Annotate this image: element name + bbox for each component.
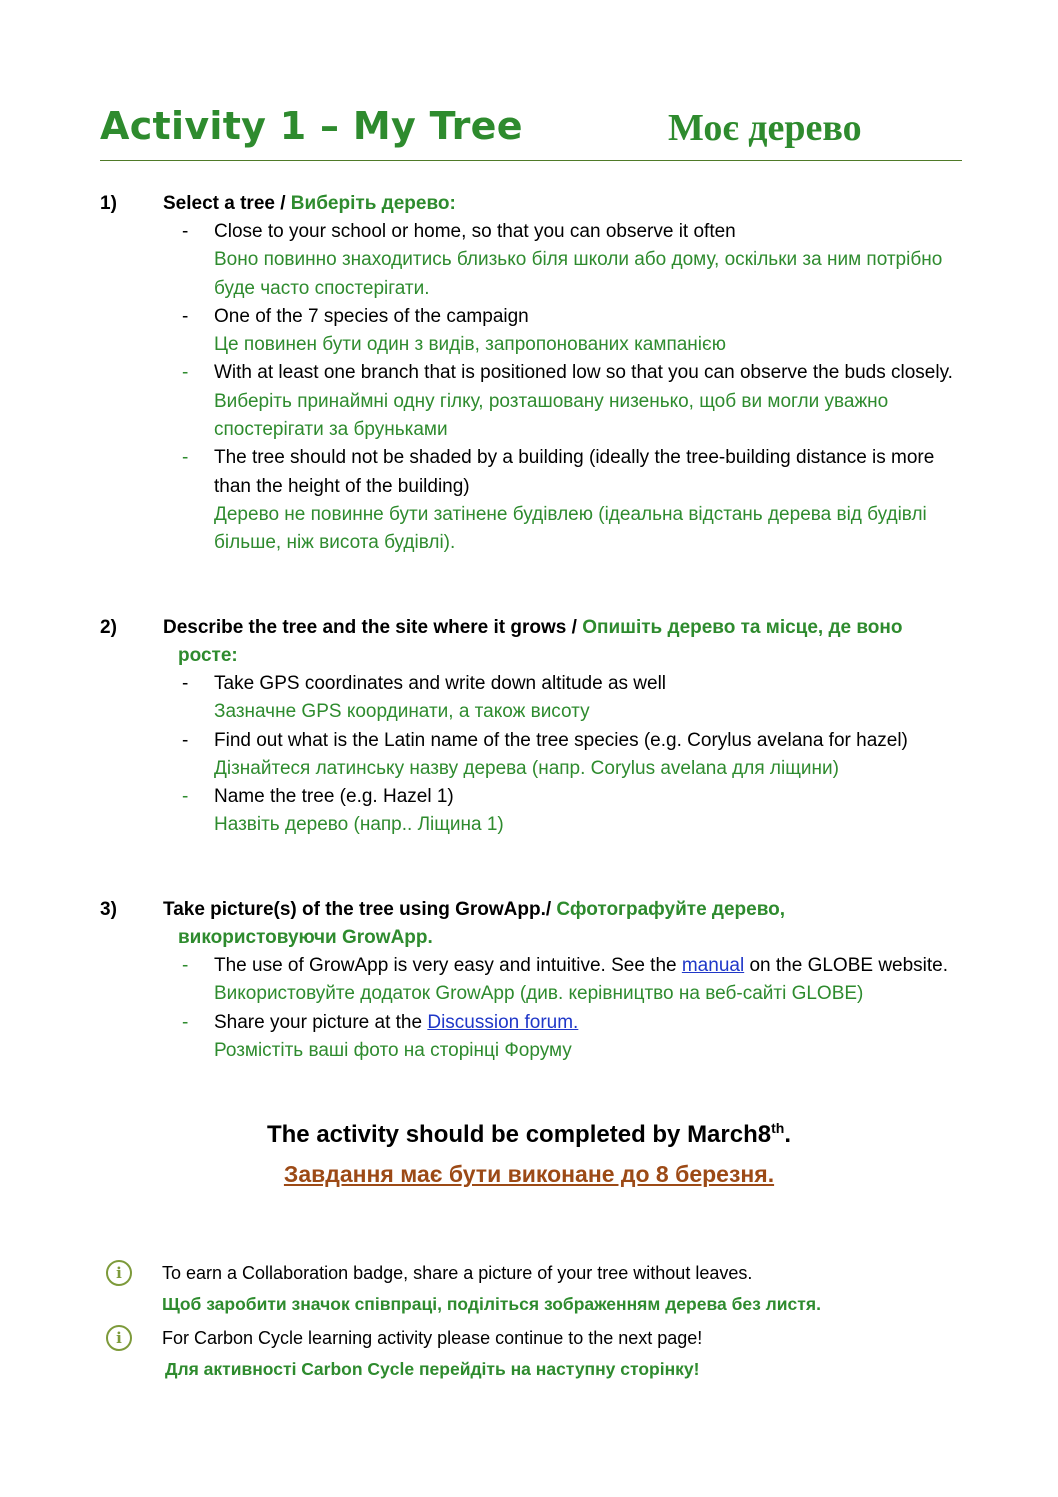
section-number: 2) xyxy=(100,617,117,638)
item-list xyxy=(182,952,962,1065)
item-text-uk: Воно повинно знаходитись близько біля школи або дому, оскільки за ним потрібно буде часто спостерігати. xyxy=(214,249,943,299)
item-text-uk: Дерево не повинне бути затінене будівлею (ідеальна відстань дерева від будівлі більше, ніж висота будівлі). xyxy=(214,503,927,554)
note-text-uk: Для активності Carbon Cycle перейдіть на наступну сторінку! xyxy=(165,1359,700,1379)
info-icon: i xyxy=(106,1325,132,1351)
section-heading-en: Take picture(s) of the tree using GrowApp./ xyxy=(163,899,557,920)
list-item xyxy=(182,1009,962,1066)
note-text-uk: Щоб заробити значок співпраці, поділіться зображенням дерева без листя. xyxy=(162,1294,821,1314)
item-text-en: Close to your school or home, so that you can observe it often xyxy=(214,221,736,242)
section-heading-en: Describe the tree and the site where it grows / xyxy=(163,617,583,638)
item-text-uk: Назвіть дерево (напр.. Ліщина 1) xyxy=(214,814,504,836)
deadline-en-text: The activity should be completed by March8 xyxy=(266,1121,772,1148)
item-text-en: Name the tree (e.g. Hazel 1) xyxy=(214,786,454,808)
deadline-en-superscript: th xyxy=(771,1120,785,1136)
page-title-ukrainian: Моє дерево xyxy=(668,107,862,149)
item-text-uk: Розмістіть ваші фото на сторінці Форуму xyxy=(214,1039,572,1061)
dash-bullet: - xyxy=(182,673,189,694)
dash-bullet: - xyxy=(182,447,189,469)
item-list xyxy=(182,670,962,840)
item-text-uk: Дізнайтеся латинську назву дерева (напр. Corylus avelana для ліщини) xyxy=(214,757,839,779)
dash-bullet: - xyxy=(182,955,189,976)
section-heading-en: Select a tree / xyxy=(163,193,291,214)
section-heading xyxy=(163,896,963,953)
list-item xyxy=(182,444,962,557)
page-title: Activity 1 – My Tree xyxy=(100,104,523,148)
list-item xyxy=(182,952,962,1009)
item-text-uk: Зазначне GPS координати, а також висоту xyxy=(214,701,590,723)
section-heading-uk: Сфотографуйте дерево, xyxy=(556,899,786,920)
manual-link[interactable]: manual xyxy=(681,955,745,976)
item-text-en-start: Share your picture at the xyxy=(214,1011,428,1033)
item-text-en: Find out what is the Latin name of the tree species (e.g. Corylus avelana for hazel) xyxy=(214,729,908,751)
note-text xyxy=(162,1258,962,1320)
item-text-en-end: on the GLOBE website. xyxy=(744,955,949,976)
section-heading xyxy=(163,190,963,218)
section-number: 3) xyxy=(100,899,117,920)
note-text xyxy=(162,1323,962,1385)
list-item xyxy=(182,783,962,840)
item-text-uk: Виберіть принаймні одну гілку, розташовану низенько, щоб ви могли уважно спостерігати за бруньками xyxy=(214,390,889,441)
item-text-en xyxy=(214,952,962,980)
section-heading xyxy=(163,614,963,671)
item-text-uk: Використовуйте додаток GrowApp (див. керівництво на веб-сайті GLOBE) xyxy=(214,983,864,1005)
section-heading-uk-continued: росте: xyxy=(178,645,238,667)
item-text-en: The tree should not be shaded by a building (ideally the tree-building distance is more than the height of the building) xyxy=(214,447,935,497)
list-item xyxy=(182,359,962,444)
dash-bullet: - xyxy=(182,305,189,327)
item-list xyxy=(182,218,962,558)
dash-bullet: - xyxy=(182,221,189,242)
discussion-forum-link[interactable]: Discussion forum. xyxy=(427,1011,579,1033)
note-text-en: For Carbon Cycle learning activity please continue to the next page! xyxy=(162,1328,703,1348)
item-text-en: One of the 7 species of the campaign xyxy=(214,305,529,327)
note-text-en: To earn a Collaboration badge, share a picture of your tree without leaves. xyxy=(162,1263,753,1283)
deadline-uk: Завдання має бути виконане до 8 березня. xyxy=(283,1161,775,1187)
page-header xyxy=(100,104,962,161)
dash-bullet: - xyxy=(182,786,189,808)
section-heading-uk: Опишіть дерево та місце, де воно xyxy=(582,617,903,638)
list-item xyxy=(182,303,962,360)
section-heading-uk: Виберіть дерево: xyxy=(290,193,456,214)
list-item xyxy=(182,727,962,784)
info-icon: i xyxy=(106,1260,132,1286)
deadline-en-period: . xyxy=(784,1121,791,1148)
list-item xyxy=(182,218,962,303)
item-text-en xyxy=(214,1009,962,1037)
deadline-en xyxy=(0,1120,1058,1149)
dash-bullet: - xyxy=(182,1011,189,1033)
item-text-en-start: The use of GrowApp is very easy and intuitive. See the xyxy=(214,955,682,976)
item-text-en: With at least one branch that is positioned low so that you can observe the buds closely. xyxy=(214,362,953,384)
dash-bullet: - xyxy=(182,362,189,384)
dash-bullet: - xyxy=(182,729,189,751)
list-item xyxy=(182,670,962,727)
section-heading-uk-continued: використовуючи GrowApp. xyxy=(178,927,433,949)
item-text-uk: Це повинен бути один з видів, запропонованих кампанією xyxy=(214,334,726,356)
item-text-en: Take GPS coordinates and write down altitude as well xyxy=(214,673,667,694)
section-number: 1) xyxy=(100,193,117,214)
